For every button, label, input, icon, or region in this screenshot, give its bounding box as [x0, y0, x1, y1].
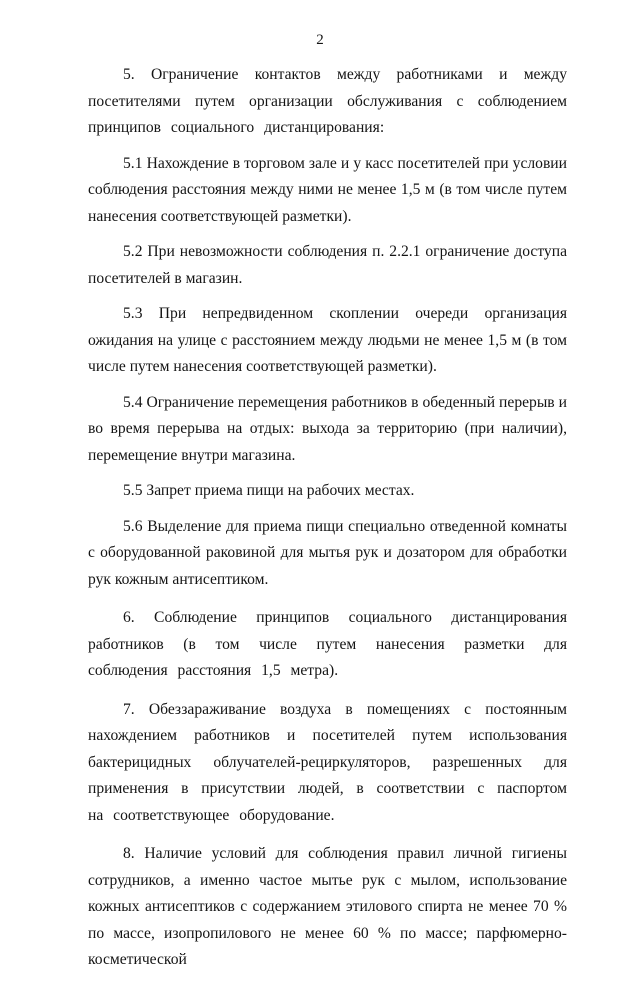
document-body	[88, 62, 567, 983]
paragraph-item-5-6: 5.6 Выделение для приема пищи специально отведенной комнаты с оборудованной раковиной для мытья рук и дозатором для обработки рук кожным антисептиком.	[88, 517, 567, 588]
paragraph-item-5-3: 5.3 При непредвиденном скоплении очереди организация ожидания на улице с расстоянием между людьми не менее 1,5 м (в том числе путем нанесения соответствующей разметки).	[88, 305, 567, 375]
page-number: 2	[316, 32, 324, 48]
paragraph-item-6: 6. Соблюдение принципов социального дистанцирования работников (в том числе путем нанесения разметки для соблюдения расстояния 1,5 метра).	[88, 609, 567, 679]
paragraph-item-7: 7. Обеззараживание воздуха в помещениях с постоянным нахождением работников и посетителей путем использования бактерицидных облучателей-рециркуляторов, разрешенных для применения в присутствии людей, в соответствии с паспортом на соответствующее оборудование.	[88, 700, 567, 824]
paragraph-item-8: 8. Наличие условий для соблюдения правил личной гигиены сотрудников, а именно частое мытье рук с мылом, использование кожных антисептиков с содержанием этилового спирта не менее 70 % по массе, изопропилового не менее 60 % по массе; парфюмерно-косметической	[88, 845, 567, 968]
paragraph-item-5-1: 5.1 Нахождение в торговом зале и у касс посетителей при условии соблюдения расстояния между ними не менее 1,5 м (в том числе путем нанесения соответствующей разметки).	[88, 154, 567, 225]
paragraph-item-5-4: 5.4 Ограничение перемещения работников в обеденный перерыв и во время перерыва на отдых: выхода за территорию (при наличии), перемещение внутри магазина.	[88, 393, 567, 464]
paragraph-item-5-5: 5.5 Запрет приема пищи на рабочих местах.	[123, 482, 415, 499]
paragraph-item-5-2: 5.2 При невозможности соблюдения п. 2.2.1 ограничение доступа посетителей в магазин.	[88, 243, 567, 287]
paragraph-item-5: 5. Ограничение контактов между работниками и между посетителями путем организации обслуживания с соблюдением принципов социального дистанцирования:	[88, 66, 567, 136]
